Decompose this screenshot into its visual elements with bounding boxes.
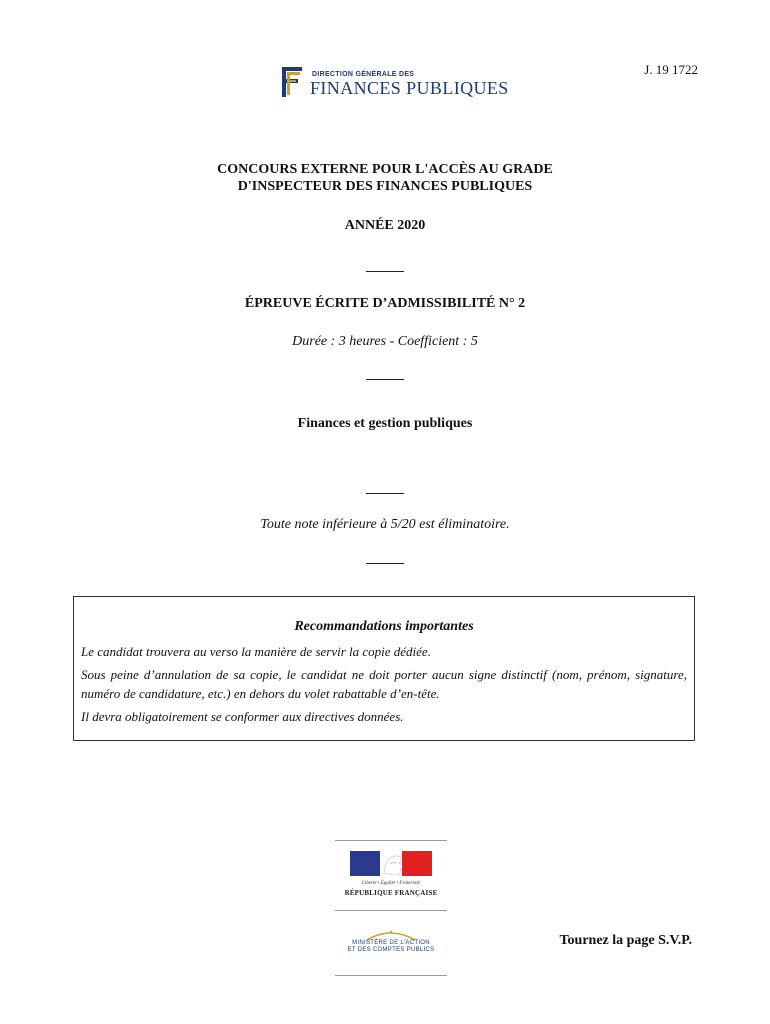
logo-line2: FINANCES PUBLIQUES	[310, 78, 509, 98]
recommendation-item: Il devra obligatoirement se conformer aux directives données.	[81, 709, 404, 724]
republic-ministry-block	[335, 840, 447, 976]
divider	[335, 910, 447, 911]
exam-duration: Durée : 3 heures - Coefficient : 5	[292, 334, 478, 349]
turn-page-note: Tournez la page S.V.P.	[559, 933, 692, 948]
recommendations-list	[81, 642, 687, 730]
exam-subject: Finances et gestion publiques	[297, 416, 473, 431]
separator-rule	[366, 493, 404, 494]
separator-rule	[366, 379, 404, 380]
marianne-flag-icon	[350, 851, 432, 883]
dgfip-logo-mark-icon	[276, 63, 306, 99]
divider	[335, 975, 447, 976]
republic-name: RÉPUBLIQUE FRANÇAISE	[344, 889, 438, 897]
separator-rule	[366, 563, 404, 564]
exam-year: ANNÉE 2020	[344, 218, 426, 233]
exam-title-line1: CONCOURS EXTERNE POUR L'ACCÈS AU GRADE	[217, 162, 553, 177]
ministry-line2: ET DES COMPTES PUBLICS	[347, 947, 435, 953]
separator-rule	[366, 271, 404, 272]
divider	[335, 840, 447, 841]
eliminatory-note: Toute note inférieure à 5/20 est éliminatoire.	[260, 517, 510, 532]
ministry-line1: MINISTÈRE DE L'ACTION	[352, 940, 430, 946]
recommendation-item: Sous peine d’annulation de sa copie, le candidat ne doit porter aucun signe distinctif (nom, prénom, signature, numéro de candidature, etc.) en dehors du volet rabattable d’en-tête.	[81, 667, 687, 701]
logo-line1: DIRECTION GÉNÉRALE DES	[312, 71, 415, 78]
exam-title-line2: D'INSPECTEUR DES FINANCES PUBLIQUES	[237, 179, 533, 194]
recommendations-title: Recommandations importantes	[294, 619, 474, 634]
republic-motto: Liberté • Égalité • Fraternité	[362, 881, 420, 886]
dgfip-logo	[276, 63, 509, 103]
epreuve-title: ÉPREUVE ÉCRITE D’ADMISSIBILITÉ N° 2	[244, 296, 526, 311]
document-reference: J. 19 1722	[644, 62, 698, 77]
recommendations-box	[73, 596, 695, 741]
recommendation-item: Le candidat trouvera au verso la manière de servir la copie dédiée.	[81, 644, 431, 659]
